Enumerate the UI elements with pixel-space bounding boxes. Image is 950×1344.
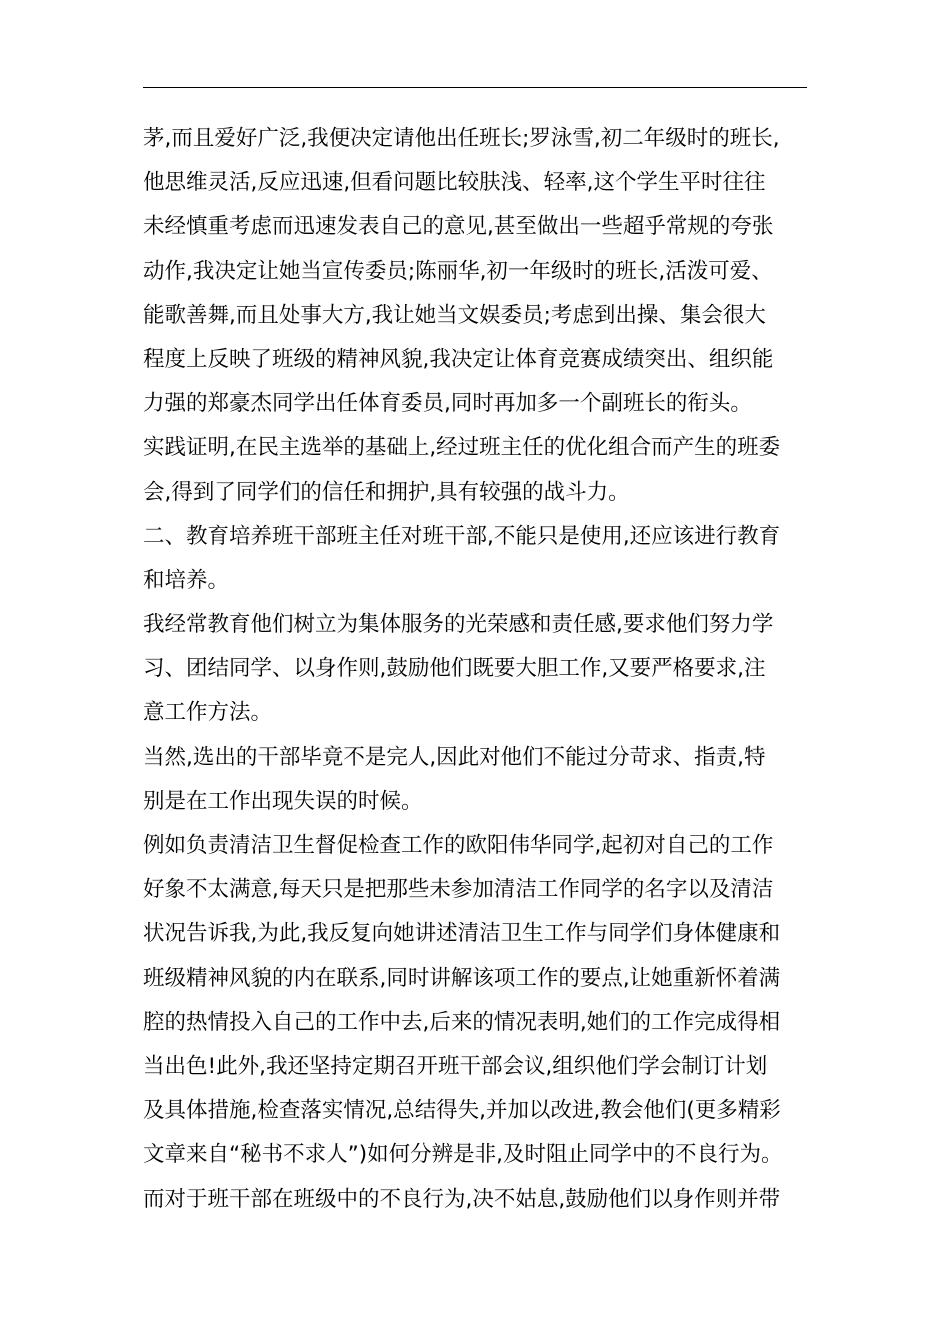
header-rule: [143, 87, 807, 88]
text-line: 习、团结同学、以身作则,鼓励他们既要大胆工作,又要严格要求,注: [143, 656, 766, 682]
text-line: 会,得到了同学们的信任和拥护,具有较强的战斗力。: [143, 479, 630, 505]
text-line: 班级精神风貌的内在联系,同时讲解该项工作的要点,让她重新怀着满: [143, 965, 781, 991]
text-line: 意工作方法。: [143, 700, 273, 726]
text-line: 二、教育培养班干部班主任对班干部,不能只是使用,还应该进行教育: [143, 523, 781, 549]
text-line: 好象不太满意,每天只是把那些未参加清洁工作同学的名字以及清洁: [143, 877, 774, 903]
text-line: 及具体措施,检查落实情况,总结得失,并加以改进,教会他们(更多精彩: [143, 1098, 781, 1124]
text-line: 当然,选出的干部毕竟不是完人,因此对他们不能过分苛求、指责,特: [143, 744, 766, 770]
text-line: 动作,我决定让她当宣传委员;陈丽华,初一年级时的班长,活泼可爱、: [143, 258, 773, 284]
text-line: 文章来自“秘书不求人”)如何分辨是非,及时阻止同学中的不良行为。: [143, 1142, 783, 1168]
text-line: 茅,而且爱好广泛,我便决定请他出任班长;罗泳雪,初二年级时的班长,: [143, 126, 780, 151]
text-line: 而对于班干部在班级中的不良行为,决不姑息,鼓励他们以身作则并带: [143, 1186, 781, 1212]
text-line: 例如负责清洁卫生督促检查工作的欧阳伟华同学,起初对自己的工作: [143, 833, 774, 858]
text-line: 未经慎重考虑而迅速发表自己的意见,甚至做出一些超乎常规的夸张: [143, 214, 774, 240]
body-text: [143, 117, 813, 1222]
text-line: 能歌善舞,而且处事大方,我让她当文娱委员;考虑到出操、集会很大: [143, 302, 766, 328]
text-line: 状况告诉我,为此,我反复向她讲述清洁卫生工作与同学们身体健康和: [143, 921, 781, 947]
text-line: 和培养。: [143, 567, 230, 593]
text-line: 他思维灵活,反应迅速,但看问题比较肤浅、轻率,这个学生平时往往: [143, 170, 766, 196]
text-line: 力强的郑豪杰同学出任体育委员,同时再加多一个副班长的衔头。: [143, 391, 752, 417]
text-line: 腔的热情投入自己的工作中去,后来的情况表明,她们的工作完成得相: [143, 1009, 781, 1035]
text-line: 当出色!此外,我还坚持定期召开班干部会议,组织他们学会制订计划: [143, 1053, 768, 1079]
text-line: 别是在工作出现失误的时候。: [143, 788, 423, 814]
text-line: 实践证明,在民主选举的基础上,经过班主任的优化组合而产生的班委: [143, 435, 781, 461]
text-line: 程度上反映了班级的精神风貌,我决定让体育竞赛成绩突出、组织能: [143, 346, 774, 372]
text-line: 我经常教育他们树立为集体服务的光荣感和责任感,要求他们努力学: [143, 612, 774, 638]
